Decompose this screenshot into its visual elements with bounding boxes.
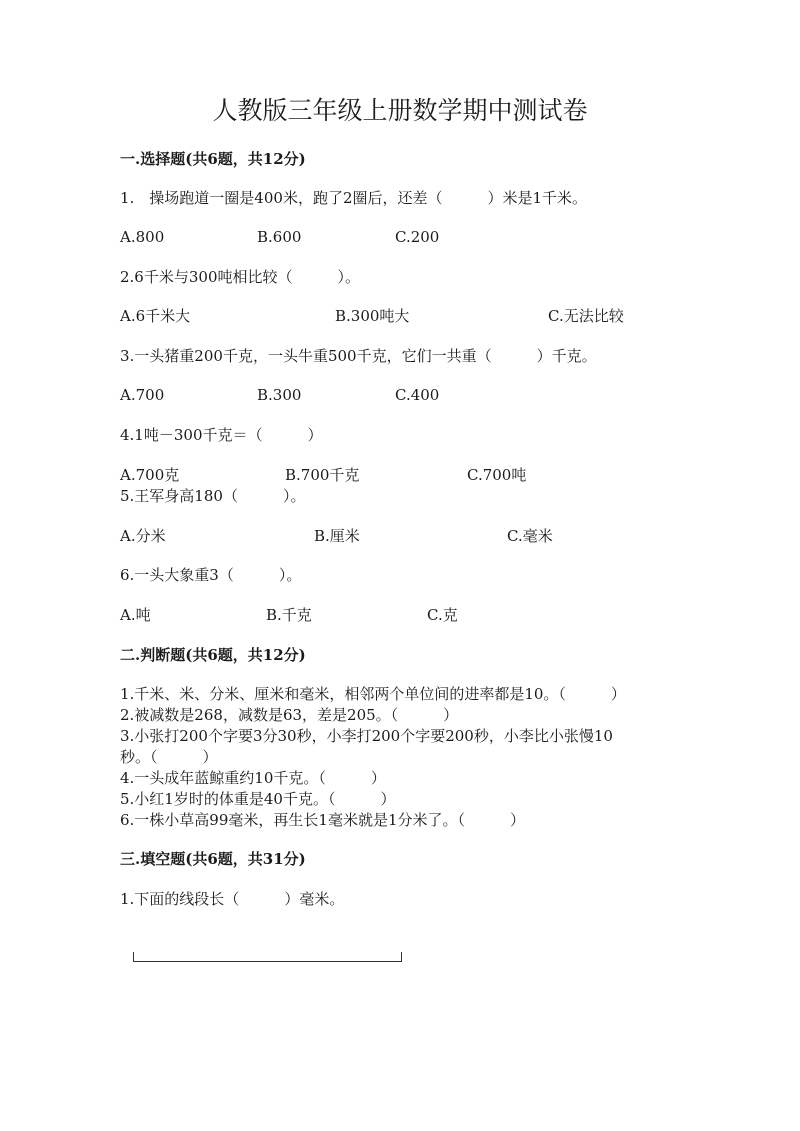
choice-option: B.300 — [257, 386, 302, 404]
choice-option: C.400 — [395, 386, 440, 404]
choice-question-2: 2.6千米与300吨相比较（ ）。 — [120, 268, 360, 286]
line-segment-figure — [133, 952, 402, 962]
choice-option: A.800 — [120, 228, 165, 246]
choice-question-4: 4.1吨－300千克＝（ ） — [120, 426, 323, 444]
judgement-line: 1.千米、米、分米、厘米和毫米，相邻两个单位间的进率都是10。（ ） — [120, 685, 626, 703]
judgement-line: 5.小红1岁时的体重是40千克。（ ） — [120, 790, 396, 808]
judgement-line: 6.一株小草高99毫米，再生长1毫米就是1分米了。（ ） — [120, 811, 525, 829]
choice-question-5: 5.王军身高180（ ）。 — [120, 487, 306, 505]
choice-question-6: 6.一头大象重3（ ）。 — [120, 566, 302, 584]
judgement-line: 4.一头成年蓝鲸重约10千克。（ ） — [120, 769, 386, 787]
choice-option: B.厘米 — [314, 527, 360, 545]
choice-option: C.毫米 — [507, 527, 553, 545]
choice-option: C.克 — [427, 606, 458, 624]
choice-option: A.分米 — [120, 527, 166, 545]
choice-option: B.300吨大 — [335, 307, 410, 325]
fill-question-1: 1.下面的线段长（ ）毫米。 — [120, 890, 345, 908]
section-heading-fill: 三.填空题(共6题，共31分) — [120, 850, 306, 868]
choice-option: A.吨 — [120, 606, 151, 624]
choice-option: A.6千米大 — [120, 307, 191, 325]
judgement-line: 3.小张打200个字要3分30秒，小李打200个字要200秒，小李比小张慢10 — [120, 727, 613, 745]
choice-option: C.200 — [395, 228, 440, 246]
choice-option: A.700 — [120, 386, 165, 404]
choice-option: B.千克 — [266, 606, 312, 624]
choice-question-3: 3.一头猪重200千克，一头牛重500千克，它们一共重（ ）千克。 — [120, 347, 597, 365]
choice-option: A.700克 — [120, 466, 180, 484]
choice-option: B.600 — [257, 228, 302, 246]
judgement-line: 2.被减数是268，减数是63，差是205。（ ） — [120, 706, 459, 724]
choice-question-1: 1. 操场跑道一圈是400米，跑了2圈后，还差（ ）米是1千米。 — [120, 189, 588, 207]
section-heading-judgement: 二.判断题(共6题，共12分) — [120, 646, 306, 664]
page-title: 人教版三年级上册数学期中测试卷 — [212, 96, 588, 125]
section-heading-choice: 一.选择题(共6题，共12分) — [120, 150, 306, 168]
choice-option: B.700千克 — [285, 466, 360, 484]
choice-option: C.700吨 — [467, 466, 527, 484]
choice-option: C.无法比较 — [548, 307, 624, 325]
judgement-line: 秒。（ ） — [120, 748, 218, 766]
